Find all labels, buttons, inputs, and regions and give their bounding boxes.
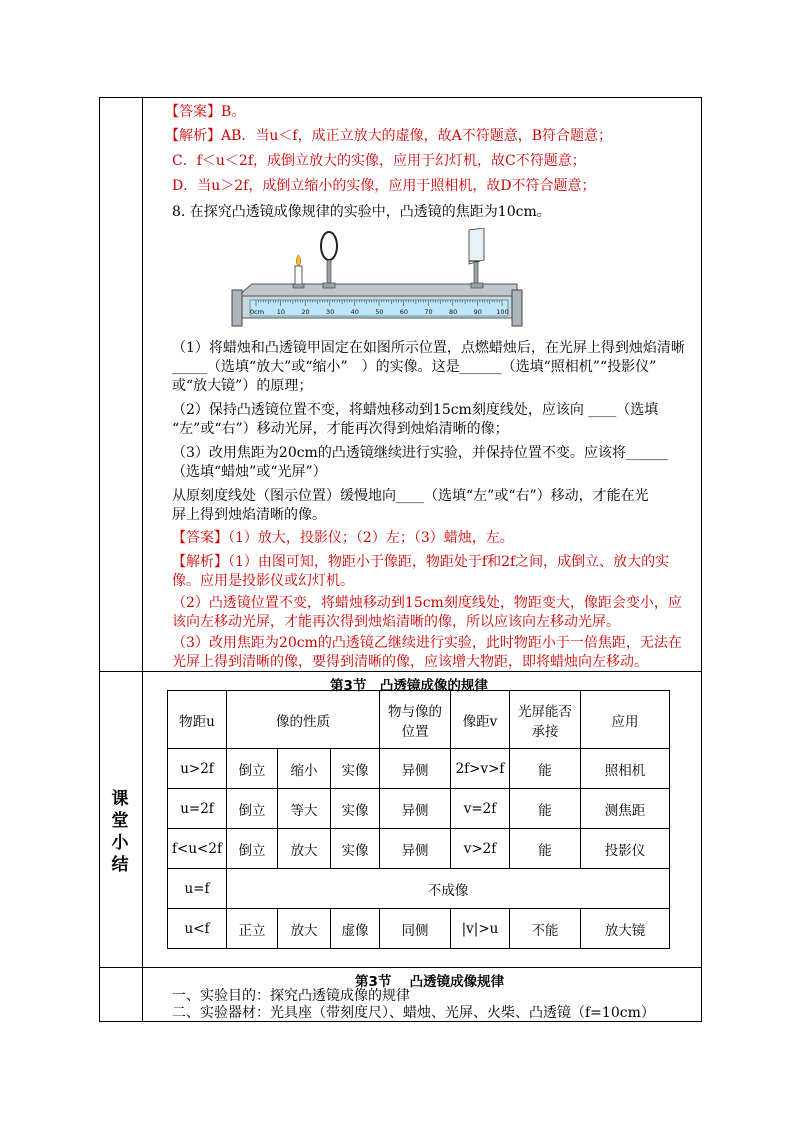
cell: 照相机: [581, 749, 670, 789]
q8-analysis-2b: 该向左移动光屏，才能再次得到烛焰清晰的像，所以应该向左移动光屏。: [172, 614, 620, 630]
cell: 测焦距: [581, 789, 670, 829]
answer-tag: 【答案】: [165, 104, 221, 120]
optical-bench-diagram: [230, 228, 525, 330]
cell: 实像: [331, 789, 380, 829]
analysis-line-2: C．f＜u＜2f，成倒立放大的实像，应用于幻灯机，故C不符题意；: [172, 153, 586, 169]
cell: 能: [510, 749, 581, 789]
light-screen: [469, 228, 484, 288]
table-row: [168, 829, 670, 869]
table-row: [168, 789, 670, 829]
cell: 2f>v>f: [451, 749, 510, 789]
experiment-title: 第3节 凸透镜成像规律: [355, 974, 505, 990]
cell: v=2f: [451, 789, 510, 829]
cell: 投影仪: [581, 829, 670, 869]
cell: v>2f: [451, 829, 510, 869]
q8-analysis-1a: （1）由图可知，物距小于像距，物距处于f和2f之间，成倒立、放大的实: [228, 554, 670, 570]
cell: u=f: [168, 869, 227, 909]
ruler-tick-label: 80: [449, 308, 458, 316]
q8-part2-b: “左”或“右”）移动光屏，才能再次得到烛焰清晰的像；: [172, 421, 509, 437]
q8-part1-c: 或“放大镜”）的原理；: [172, 378, 313, 394]
ruler-tick-label: 40: [350, 308, 359, 316]
cell: u<f: [168, 909, 227, 949]
q8-part2-a: （2）保持凸透镜位置不变，将蜡烛移动到15cm刻度线处，应该向 ____（选填: [172, 402, 659, 418]
cell: |v|>u: [451, 909, 510, 949]
header-image-nature: 像的性质: [227, 691, 380, 749]
cell: 倒立: [227, 749, 278, 789]
q8-part4-a: 从原刻度线处（图示位置）缓慢地向____（选填“左”或“右”）移动，才能在光: [172, 488, 649, 504]
experiment-line-1: 一、实验目的：探究凸透镜成像的规律: [172, 988, 410, 1004]
header-application: 应用: [581, 691, 670, 749]
cell: 实像: [331, 749, 380, 789]
analysis-line-1: AB．当u＜f，成正立放大的虚像，故A不符题意，B符合题意；: [221, 128, 612, 144]
table-row: [168, 909, 670, 949]
ruler-tick-label: 60: [399, 308, 409, 316]
analysis-tag: 【解析】: [165, 128, 221, 144]
cell-no-image: 不成像: [227, 869, 670, 909]
q8-part1-b: _____（选填“放大”或“缩小” ）的实像。这是______（选填“照相机”“投影仪”: [172, 359, 657, 375]
cell: 放大: [278, 829, 331, 869]
cell: 正立: [227, 909, 278, 949]
q8-analysis-3a: （3）改用焦距为20cm的凸透镜乙继续进行实验，此时物距小于一倍焦距，无法在: [172, 635, 682, 651]
ruler-tick-label: 90: [473, 308, 482, 316]
q8-part4-b: 屏上得到烛焰清晰的像。: [172, 507, 326, 523]
q8-part3-a: （3）改用焦距为20cm的凸透镜继续进行实验，并保持位置不变。应该将______: [172, 445, 668, 461]
cell: 实像: [331, 829, 380, 869]
candle: [293, 255, 304, 288]
analysis-line-3: D．当u＞2f，成倒立缩小的实像，应用于照相机，故D不符合题意；: [172, 178, 596, 194]
cell: 能: [510, 829, 581, 869]
ruler-tick-label: 70: [424, 308, 433, 316]
ruler-tick-label: 100: [496, 308, 509, 316]
header-screen: 光屏能否承接: [510, 691, 581, 749]
cell: 等大: [278, 789, 331, 829]
cell: u=2f: [168, 789, 227, 829]
cell: 缩小: [278, 749, 331, 789]
cell: 能: [510, 789, 581, 829]
cell: 倒立: [227, 829, 278, 869]
cell: 异侧: [380, 749, 451, 789]
q8-answer-tag: 【答案】: [172, 530, 228, 546]
q8-answer-text: （1）放大，投影仪；（2）左；（3）蜡烛，左。: [228, 530, 514, 546]
cell: 放大镜: [581, 909, 670, 949]
cell: 异侧: [380, 789, 451, 829]
q8-analysis-2a: （2）凸透镜位置不变，将蜡烛移动到15cm刻度线处，物距变大，像距会变小，应: [172, 595, 682, 611]
cell: 倒立: [227, 789, 278, 829]
summary-table: [167, 690, 670, 949]
ruler-tick-label: 10: [276, 308, 286, 316]
cell: 虚像: [331, 909, 380, 949]
convex-lens: [321, 232, 337, 288]
ruler-unit-label: 0cm: [250, 308, 265, 316]
header-object-distance: 物距u: [168, 691, 227, 749]
q8-part3-b: （选填“蜡烛”或“光屏”）: [172, 464, 327, 480]
q8-analysis-1b: 像。应用是投影仪或幻灯机。: [172, 573, 354, 589]
ruler-tick-label: 30: [326, 308, 335, 316]
q8-analysis-tag: 【解析】: [172, 554, 228, 570]
cell: 不能: [510, 909, 581, 949]
cell: f<u<2f: [168, 829, 227, 869]
header-position: 物与像的位置: [380, 691, 451, 749]
answer-text: B。: [221, 104, 246, 120]
header-image-distance: 像距v: [451, 691, 510, 749]
table-row: [168, 869, 670, 909]
experiment-line-2: 二、实验器材：光具座（带刻度尺）、蜡烛、光屏、火柴、凸透镜（f=10cm）: [172, 1005, 655, 1021]
q8-part1-a: （1）将蜡烛和凸透镜甲固定在如图所示位置，点燃蜡烛后，在光屏上得到烛焰清晰: [172, 340, 685, 356]
table-row: [168, 749, 670, 789]
cell: 同侧: [380, 909, 451, 949]
summary-title: 第3节 凸透镜成像的规律: [330, 678, 488, 694]
q8-analysis-3b: 光屏上得到清晰的像，要得到清晰的像，应该增大物距，即将蜡烛向左移动。: [172, 654, 648, 670]
cell: u>2f: [168, 749, 227, 789]
section-label-summary: 课堂小结: [111, 789, 129, 875]
question-8-stem: 8. 在探究凸透镜成像规律的实验中，凸透镜的焦距为10cm。: [172, 204, 551, 220]
column-divider: [142, 97, 143, 1022]
ruler-tick-label: 20: [301, 308, 310, 316]
cell: 放大: [278, 909, 331, 949]
cell: 异侧: [380, 829, 451, 869]
row-divider-2: [99, 967, 702, 968]
table-header-row: [168, 691, 670, 749]
ruler-tick-label: 50: [375, 308, 384, 316]
